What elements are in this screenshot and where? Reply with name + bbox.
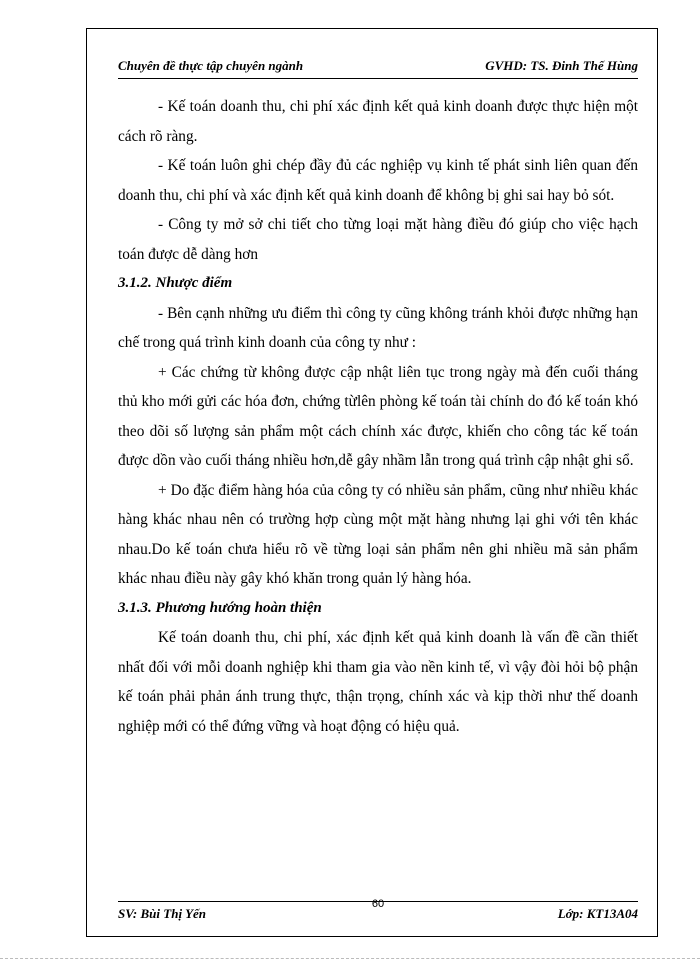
- header-divider: [118, 78, 638, 79]
- body-paragraph-1: - Kế toán doanh thu, chi phí xác định kết quả kinh doanh được thực hiện một cách rõ ràng.: [118, 98, 638, 145]
- page-fold-line: [0, 958, 700, 959]
- page-header: [118, 58, 638, 74]
- footer-student-name: SV: Bùi Thị Yến: [118, 906, 207, 921]
- page-border-left: [86, 28, 87, 937]
- body-paragraph-3: - Công ty mở sở chi tiết cho từng loại mặt hàng điều đó giúp cho việc hạch toán được dễ dàng hơn: [118, 216, 638, 263]
- body-paragraph-2: - Kế toán luôn ghi chép đầy đủ các nghiệp vụ kinh tế phát sinh liên quan đến doanh thu, chi phí và xác định kết quả kinh doanh để không bị ghi sai hay bỏ sót.: [118, 157, 638, 204]
- body-paragraph-6: + Do đặc điểm hàng hóa của công ty có nhiều sản phẩm, cũng như nhiều khác hàng khác nhau nên có trường hợp cùng một mặt hàng nhưng lại ghi với tên khác nhau.Do kế toán chưa hiểu rõ về từng loại sản phẩm nên ghi nhiều mã sản phẩm khác nhau điều này gây khó khăn trong quản lý hàng hóa.: [118, 481, 638, 587]
- header-left-text: Chuyên đề thực tập chuyên ngành: [118, 58, 304, 73]
- section-heading-3-1-3: 3.1.3. Phương hướng hoàn thiện: [118, 599, 322, 616]
- body-paragraph-7: Kế toán doanh thu, chi phí, xác định kết quả kinh doanh là vấn đề cần thiết nhất đối với mỗi doanh nghiệp khi tham gia vào nền kinh tế, vì vậy đòi hỏi bộ phận kế toán phải phản ánh trung thực, thận trọng, chính xác và kịp thời như thế doanh nghiệp mới có thể đứng vững và hoạt động có hiệu quả.: [118, 629, 638, 735]
- header-right-text: GVHD: TS. Đinh Thế Hùng: [485, 58, 638, 73]
- body-paragraph-5: + Các chứng từ không được cập nhật liên tục trong ngày mà đến cuối tháng thủ kho mới gửi các hóa đơn, chứng từlên phòng kế toán tài chính do đó kế toán khó theo dõi số lượng sản phẩm một cách chính xác được, khiến cho công tác kế toán được dồn vào cuối tháng nhiều hơn,dễ gây nhầm lẫn trong quá trình cập nhật ghi sổ.: [118, 363, 638, 469]
- page-border-bottom: [86, 936, 658, 937]
- body-paragraph-4: - Bên cạnh những ưu điểm thì công ty cũng không tránh khỏi được những hạn chế trong quá trình kinh doanh của công ty như :: [118, 304, 638, 351]
- section-heading-3-1-2: 3.1.2. Nhược điểm: [118, 275, 233, 291]
- document-body: [118, 92, 638, 741]
- page-border-right: [657, 28, 658, 937]
- page-border-top: [86, 28, 658, 29]
- footer-class-code: Lớp: KT13A04: [557, 906, 638, 921]
- page-number: 60: [371, 898, 385, 910]
